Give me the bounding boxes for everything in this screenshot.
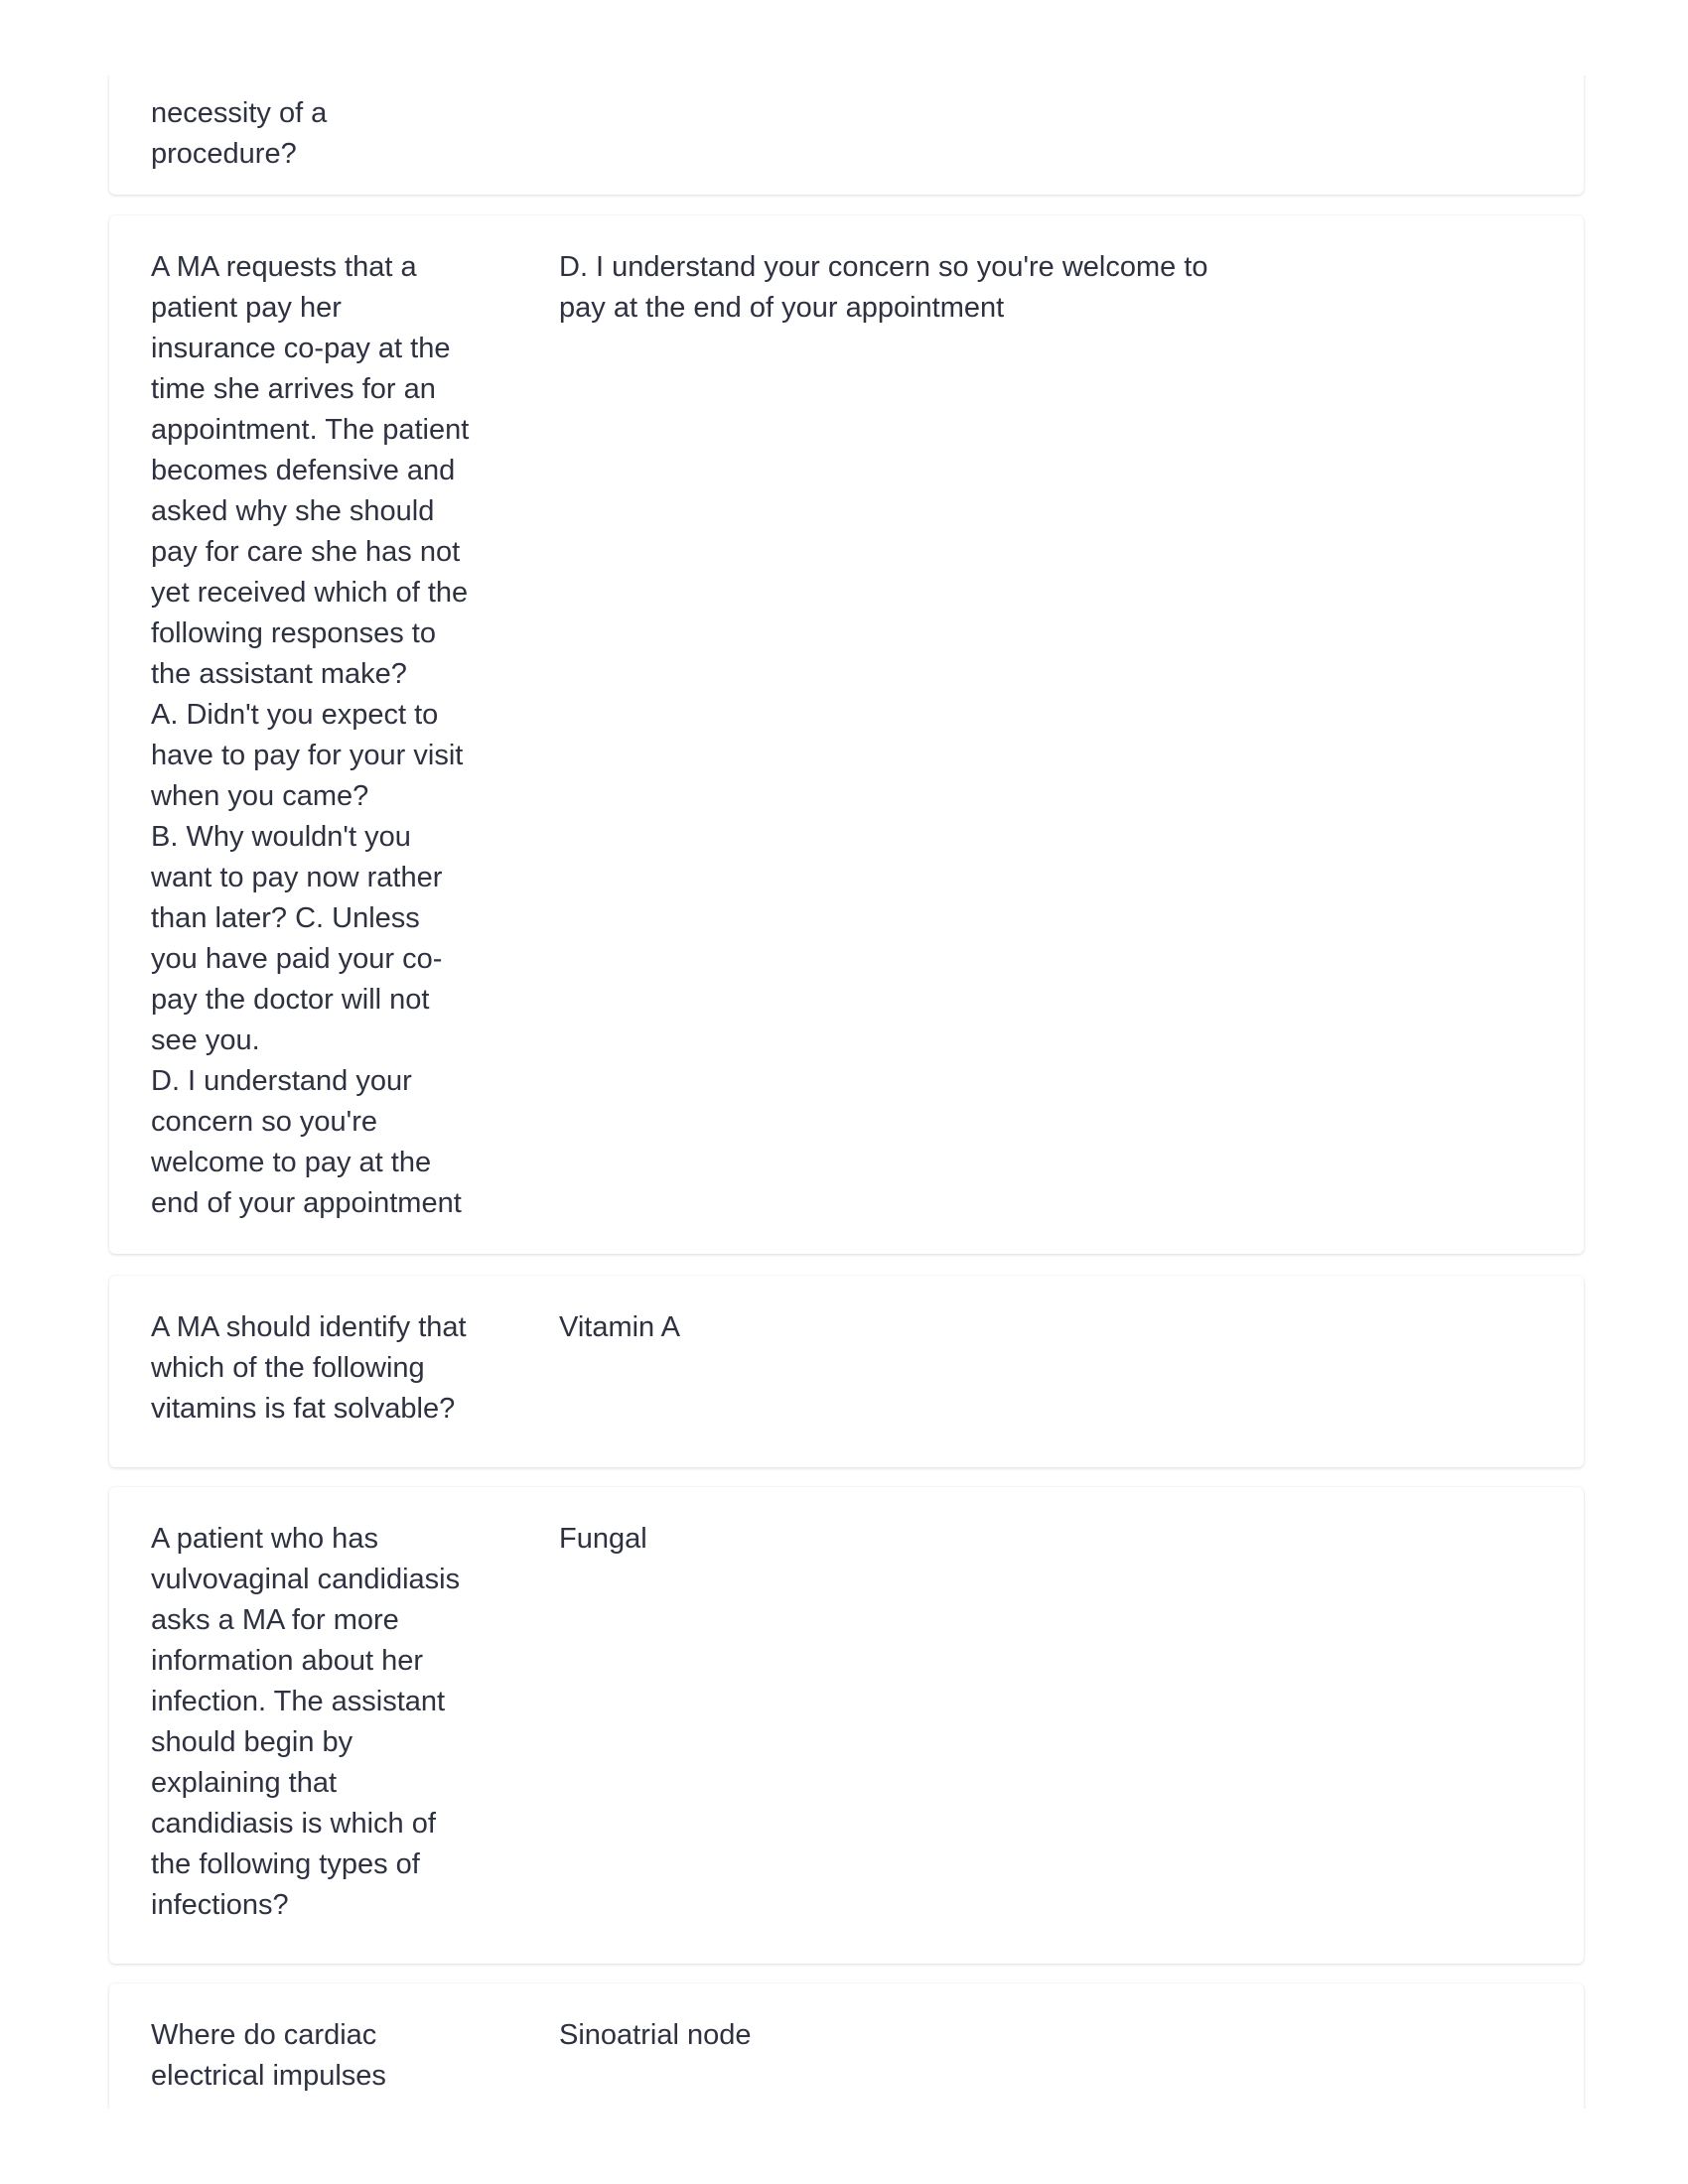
card-term: A MA requests that a patient pay her insurance co-pay at the time she arrives for an appointment. The patient becomes defensive and asked why she should pay for care she has not yet received which of the following responses to the assistant make? A. Didn't you expect to have to pay for your visit when you came? B. Why wouldn't you want to pay now rather than later? C. Unless you have paid your co- pay the doctor will not see you. D. I understand your concern so you're welcome to pay at the end of your appointment [151,251,470,1219]
flashcard-list [0,75,1688,2109]
card-definition: D. I understand your concern so you're welcome to pay at the end of your appointment [559,251,1208,324]
flashcard [109,215,1584,1254]
card-definition: Fungal [559,1523,647,1555]
card-term: necessity of a procedure? [151,97,328,170]
flashcard [109,1276,1584,1467]
flashcard [109,1983,1584,2109]
card-term: A MA should identify that which of the following vitamins is fat solvable? [151,1311,467,1425]
card-term: Where do cardiac electrical impulses [151,2019,386,2092]
flashcard [109,75,1584,195]
flashcard [109,1487,1584,1964]
card-term: A patient who has vulvovaginal candidiasis asks a MA for more information about her infection. The assistant should begin by explaining that candidiasis is which of the following types of infections? [151,1523,461,1921]
card-definition: Sinoatrial node [559,2019,752,2051]
card-definition: Vitamin A [559,1311,680,1343]
